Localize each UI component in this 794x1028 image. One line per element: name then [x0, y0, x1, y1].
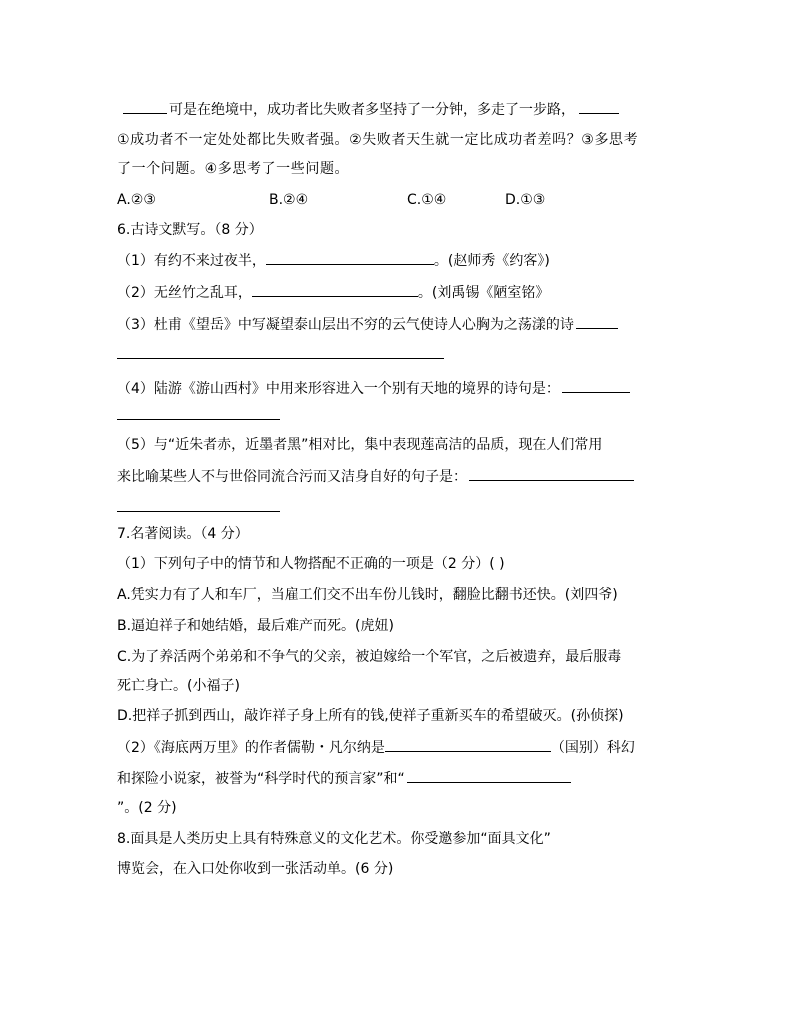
q6-title: 6.古诗文默写。（8 分）: [117, 222, 263, 238]
q6-item-2-prompt: （2）无丝竹之乱耳，: [117, 285, 252, 301]
answer-blank[interactable]: [385, 737, 551, 752]
q7-sub-2-prompt: （2）《海底两万里》的作者儒勒・凡尔纳是: [117, 740, 385, 756]
q6-item-4-prompt: （4）陆游《游山西村》中用来形容进入一个别有天地的境界的诗句是：: [117, 381, 560, 397]
q6-item-1-source: 。(赵师秀《约客》): [433, 253, 550, 269]
answer-blank[interactable]: [117, 511, 280, 512]
q7-option-c-line-2: 死亡身亡。(小福子): [117, 678, 240, 694]
q7-option-a: A.凭实力有了人和车厂，当雇工们交不出车份儿钱时，翻脸比翻书还快。(刘四爷): [117, 587, 618, 603]
q5-option-a: A.②③: [117, 192, 156, 208]
q6-item-1: [117, 250, 550, 271]
answer-blank[interactable]: [407, 768, 571, 783]
q8-line-2: 博览会，在入口处你收到一张活动单。(6 分): [117, 861, 394, 877]
q6-item-5-line-2: [117, 466, 634, 487]
q5-option-b: B.②④: [269, 192, 309, 208]
q5-line-1-text: 可是在绝境中，成功者比失败者多坚持了一分钟，多走了一步路，: [169, 102, 575, 118]
q5-line-2: ①成功者不一定处处都比失败者强。②失败者天生就一定比成功者差吗？③多思考: [117, 132, 639, 148]
q5-line-3: 了一个问题。④多思考了一些问题。: [117, 161, 350, 177]
answer-blank[interactable]: [469, 466, 634, 481]
q6-item-4: [117, 378, 630, 399]
answer-blank[interactable]: [252, 282, 418, 297]
q5-line-1: [117, 99, 619, 120]
q7-option-d: D.把祥子抓到西山，敲诈祥子身上所有的钱,使祥子重新买车的希望破灭。(孙侦探): [117, 708, 624, 724]
q8-line-1: 8.面具是人类历史上具有特殊意义的文化艺术。你受邀参加“面具文化”: [117, 831, 551, 847]
q7-sub-2-line-3: ”。(2 分): [117, 800, 177, 816]
q6-item-3-prompt: （3）杜甫《望岳》中写凝望泰山层出不穷的云气使诗人心胸为之荡漾的诗: [117, 317, 574, 333]
q7-option-c-line-1: C.为了养活两个弟弟和不争气的父亲，被迫嫁给一个军官，之后被遗弃，最后服毒: [117, 649, 622, 665]
q7-sub-2-country-label: （国别）科幻: [550, 740, 635, 756]
answer-blank[interactable]: [562, 378, 630, 393]
q7-sub-1: （1）下列句子中的情节和人物搭配不正确的一项是（2 分）( ): [117, 556, 505, 572]
answer-blank[interactable]: [576, 314, 618, 329]
q6-item-1-prompt: （1）有约不来过夜半，: [117, 253, 266, 269]
answer-blank[interactable]: [117, 419, 280, 420]
q6-item-2: [117, 282, 549, 303]
q5-option-d: D.①③: [505, 192, 546, 208]
q7-sub-2-prompt-2: 和探险小说家，被誉为“科学时代的预言家”和“: [117, 771, 405, 787]
q6-item-2-source: 。(刘禹锡《陋室铭》: [417, 285, 550, 301]
answer-blank[interactable]: [123, 99, 167, 114]
answer-blank[interactable]: [266, 250, 434, 265]
q7-title: 7.名著阅读。（4 分）: [117, 526, 249, 542]
q7-option-b: B.逼迫祥子和她结婚，最后难产而死。(虎妞): [117, 618, 394, 634]
q6-item-5-line-1: （5）与“近朱者赤，近墨者黑”相对比，集中表现莲高洁的品质，现在人们常用: [117, 437, 603, 453]
q5-option-c: C.①④: [407, 192, 447, 208]
answer-blank[interactable]: [579, 99, 619, 114]
answer-blank[interactable]: [117, 358, 444, 359]
q6-item-3: [117, 314, 618, 335]
q7-sub-2-line-1: [117, 737, 635, 758]
q7-sub-2-line-2: [117, 768, 571, 789]
q6-item-5-prompt: 来比喻某些人不与世俗同流合污而又洁身自好的句子是：: [117, 469, 467, 485]
